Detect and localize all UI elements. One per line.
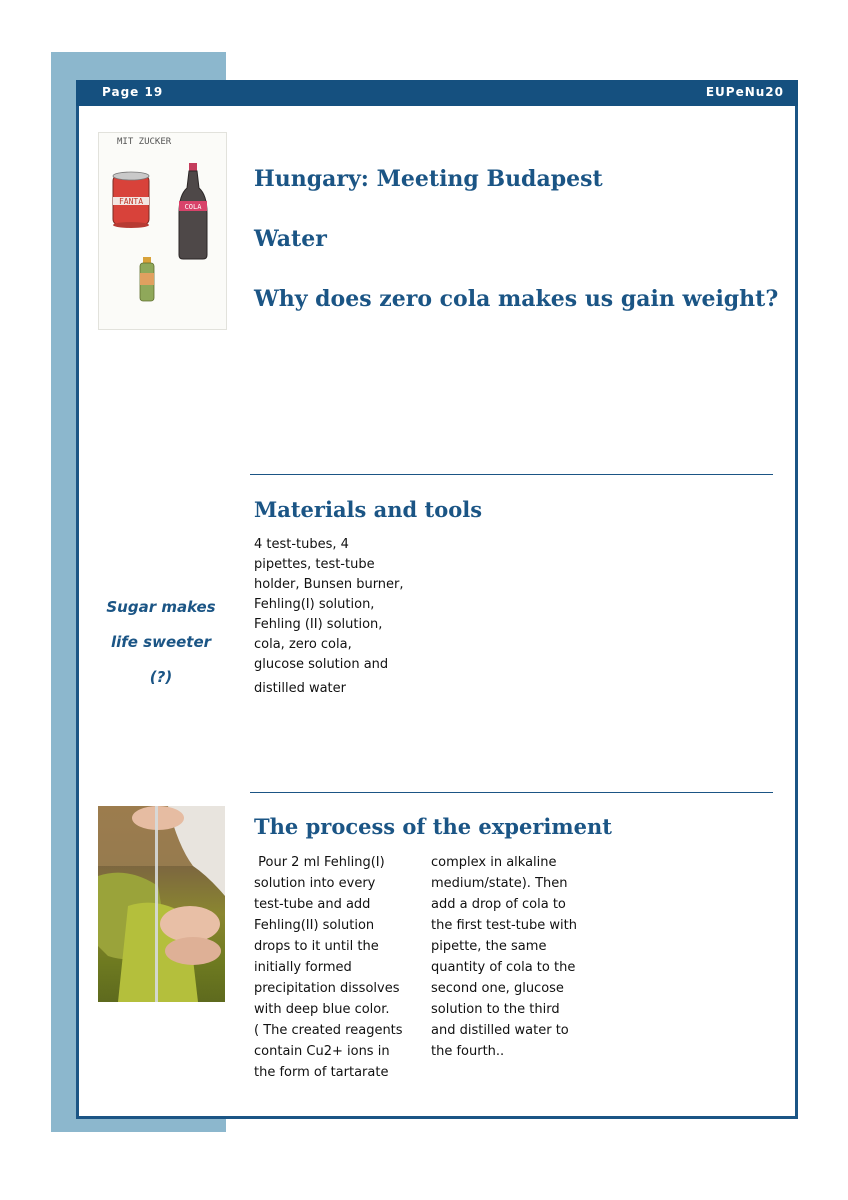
process-line: contain Cu2+ ions in (254, 1044, 390, 1059)
process-line: add a drop of cola to (431, 897, 566, 912)
cola-drawing-illustration (98, 132, 227, 330)
materials-line: holder, Bunsen burner, (254, 577, 404, 592)
small-bottle-icon (140, 257, 154, 301)
process-line: test-tube and add (254, 897, 371, 912)
materials-line: Fehling(I) solution, (254, 597, 375, 612)
materials-line: glucose solution and (254, 657, 389, 672)
experiment-photo (98, 806, 225, 1002)
publication-name: EUPeNu20 (705, 85, 784, 99)
process-line: the form of tartarate (254, 1065, 389, 1080)
soda-can-icon (113, 172, 149, 228)
process-line: solution to the third (431, 1002, 560, 1017)
materials-line: 4 test-tubes, 4 (254, 537, 349, 552)
process-line: quantity of cola to the (431, 960, 576, 975)
process-line: solution into every (254, 876, 376, 891)
quote-line: Sugar makes (106, 598, 216, 616)
process-line: Fehling(II) solution (254, 918, 375, 933)
process-line: the first test-tube with (431, 918, 577, 933)
process-line: Pour 2 ml Fehling(I) (254, 855, 385, 870)
materials-line: Fehling (II) solution, (254, 617, 383, 632)
process-line: complex in alkaline (431, 855, 557, 870)
process-line: precipitation dissolves (254, 981, 400, 996)
process-line: initially formed (254, 960, 352, 975)
heading-topic: Water (254, 226, 327, 252)
materials-line: pipettes, test-tube (254, 557, 375, 572)
materials-list (254, 535, 434, 699)
pipette-photo-sketch (98, 806, 225, 1002)
process-line: ( The created reagents (254, 1023, 403, 1038)
quote-line: (?) (149, 668, 173, 686)
cola-bottle-icon (179, 163, 207, 259)
process-line: drops to it until the (254, 939, 379, 954)
svg-text:COLA: COLA (184, 203, 202, 211)
process-line: with deep blue color. (254, 1002, 390, 1017)
sidebar-quote (96, 590, 226, 695)
process-line: second one, glucose (431, 981, 564, 996)
section-divider (250, 474, 773, 475)
quote-line: life sweeter (110, 633, 212, 651)
heading-country: Hungary: Meeting Budapest (254, 166, 603, 192)
process-line: and distilled water to (431, 1023, 569, 1038)
heading-question: Why does zero cola makes us gain weight? (254, 286, 779, 312)
svg-text:FANTA: FANTA (118, 197, 144, 206)
page-number: Page 19 (102, 85, 164, 99)
materials-line: cola, zero cola, (254, 637, 352, 652)
materials-heading: Materials and tools (254, 497, 483, 522)
process-heading: The process of the experiment (254, 814, 612, 839)
section-divider (250, 792, 773, 793)
process-line: the fourth.. (431, 1044, 505, 1059)
process-column-1 (254, 852, 426, 1083)
process-line: pipette, the same (431, 939, 547, 954)
drinks-sketch (99, 133, 226, 329)
drawing-caption: MIT ZUCKER (117, 137, 172, 147)
materials-line: distilled water (254, 681, 346, 696)
process-column-2 (431, 852, 611, 1062)
process-line: medium/state). Then (431, 876, 568, 891)
header-bar (76, 80, 798, 106)
